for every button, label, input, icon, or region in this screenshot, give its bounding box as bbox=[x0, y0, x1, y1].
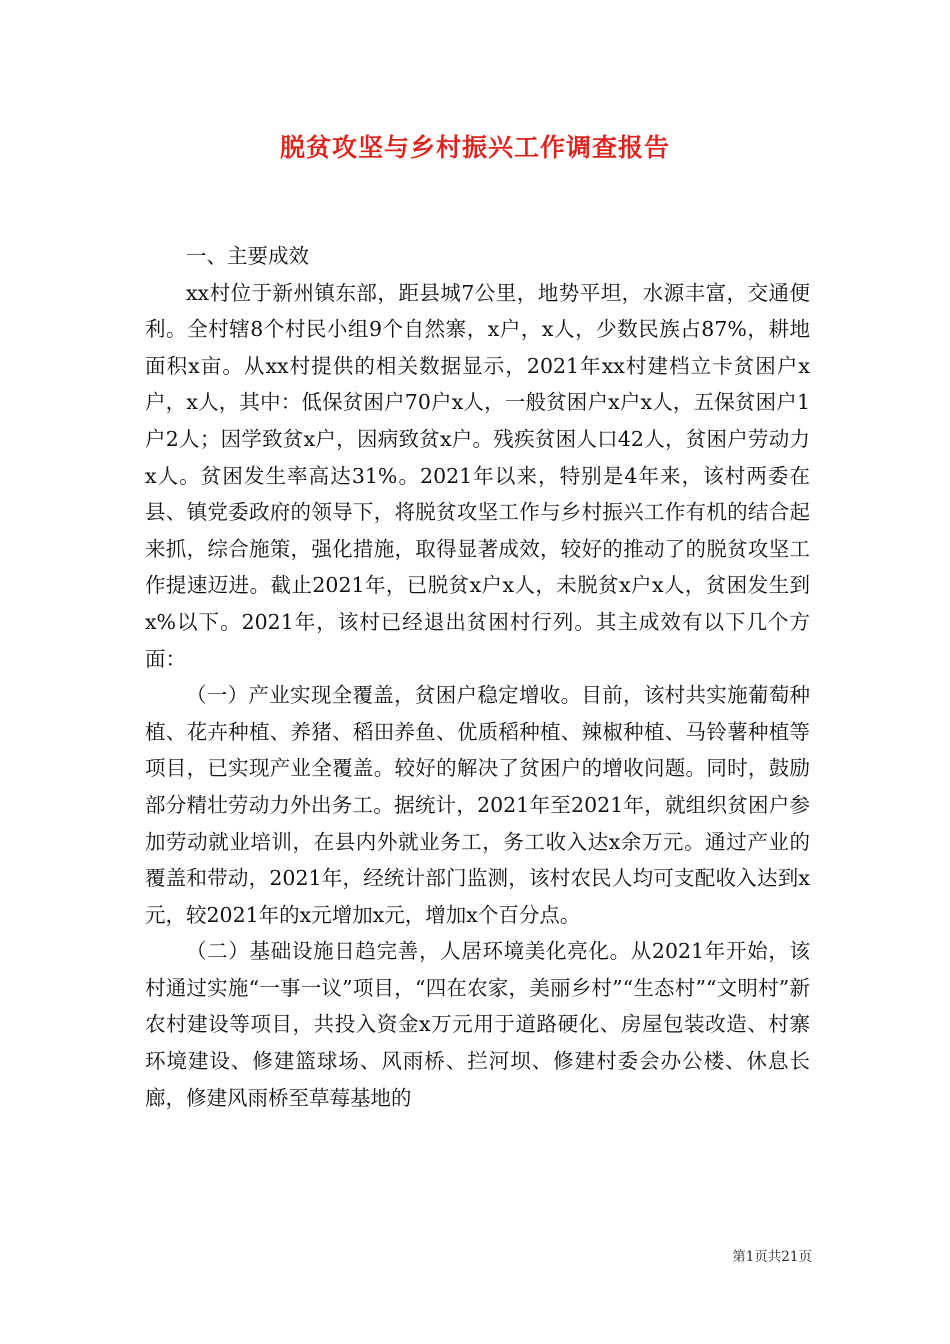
paragraph-overview: xx村位于新州镇东部，距县城7公里，地势平坦，水源丰富，交通便利。全村辖8个村民小组9个自然寨，x户，x人，少数民族占87%，耕地面积x亩。从xx村提供的相关数据显示，2021年xx村建档立卡贫困户x户，x人，其中：低保贫困户70户x人，一般贫困户x户x人，五保贫困户1户2人；因学致贫x户，因病致贫x户。残疾贫困人口42人，贫困户劳动力x人。贫困发生率高达31%。2021年以来，特别是4年来，该村两委在县、镇党委政府的领导下，将脱贫攻坚工作与乡村振兴工作有机的结合起来抓，综合施策，强化措施，取得显著成效，较好的推动了的脱贫攻坚工作提速迈进。截止2021年，已脱贫x户x人，未脱贫x户x人，贫困发生到x%以下。2021年，该村已经退出贫困村行列。其主成效有以下几个方面： bbox=[145, 280, 810, 671]
page-indicator: 第1页共21页 bbox=[732, 1249, 812, 1265]
paragraph-infrastructure: （二）基础设施日趋完善，人居环境美化亮化。从2021年开始，该村通过实施“一事一议”项目，“四在农家，美丽乡村”“生态村”“文明村”新农村建设等项目，共投入资金x万元用于道路硬化、房屋包装改造、村寨环境建设、修建篮球场、风雨桥、拦河坝、修建村委会办公楼、休息长廊，修建风雨桥至草莓基地的 bbox=[145, 939, 810, 1110]
paragraph-industry: （一）产业实现全覆盖，贫困户稳定增收。目前，该村共实施葡萄种植、花卉种植、养猪、稻田养鱼、优质稻种植、辣椒种植、马铃薯种植等项目，已实现产业全覆盖。较好的解决了贫困户的增收问题。同时，鼓励部分精壮劳动力外出务工。据统计，2021年至2021年，就组织贫困户参加劳动就业培训，在县内外就业务工，务工收入达x余万元。通过产业的覆盖和带动，2021年，经统计部门监测，该村农民人均可支配收入达到x元，较2021年的x元增加x元，增加x个百分点。 bbox=[145, 683, 810, 927]
document-title: 脱贫攻坚与乡村振兴工作调查报告 bbox=[279, 133, 670, 162]
document-body bbox=[145, 238, 810, 1116]
section-heading: 一、主要成效 bbox=[186, 244, 309, 268]
